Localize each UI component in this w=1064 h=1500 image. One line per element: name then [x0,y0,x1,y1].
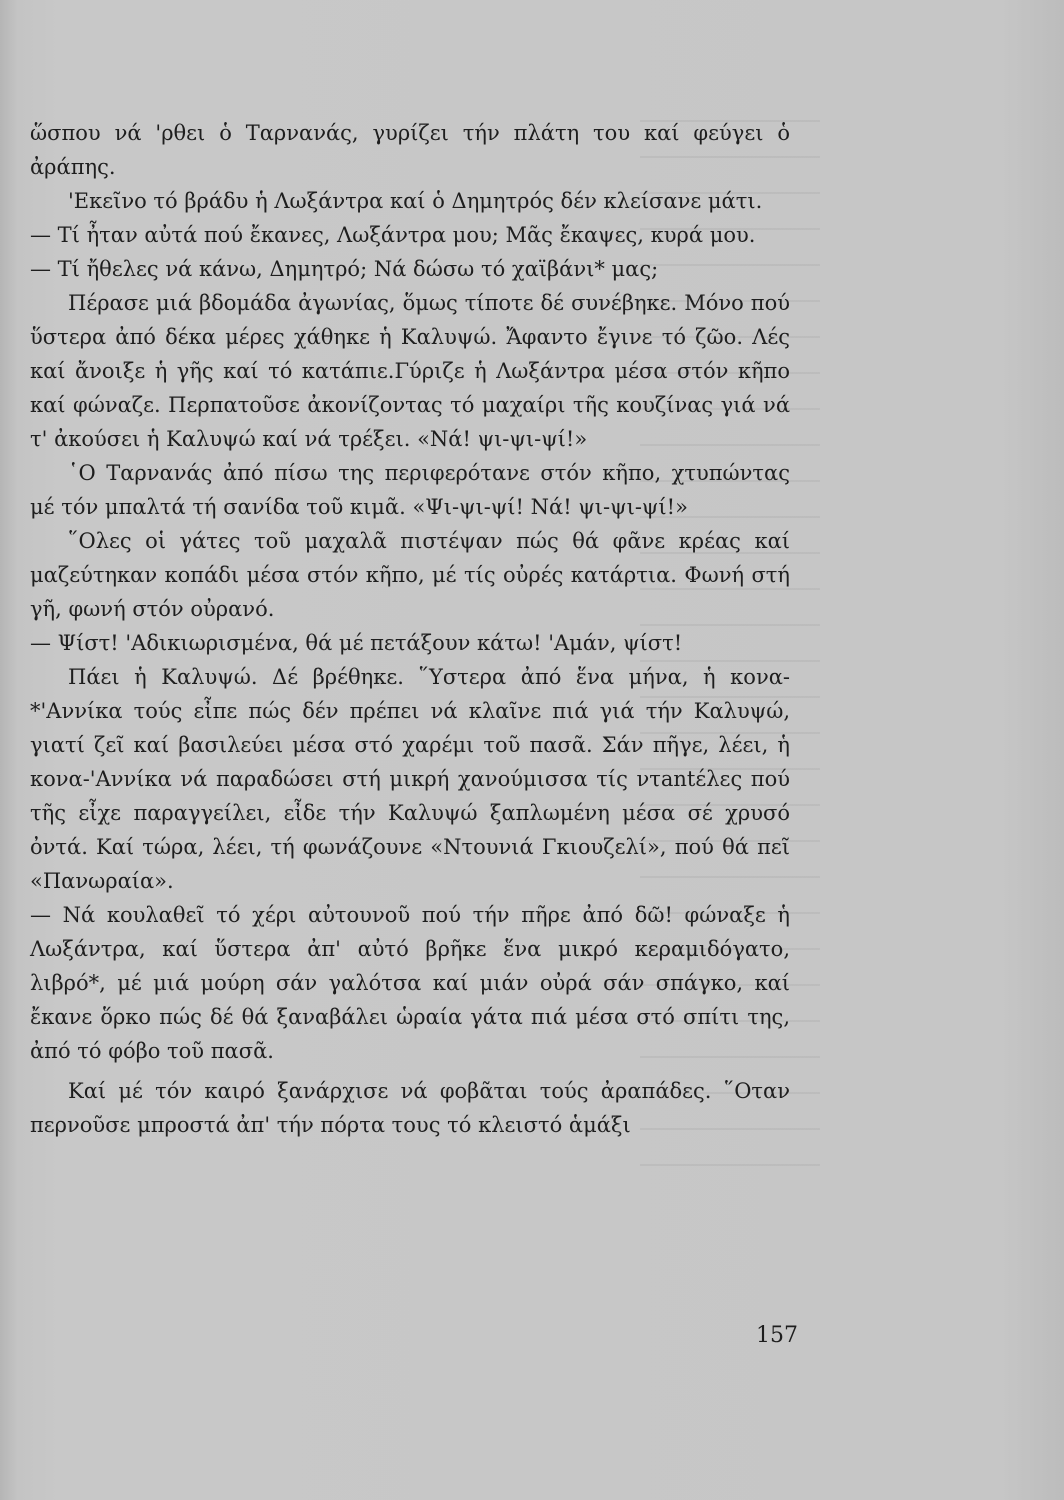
paragraph: Πάει ἡ Καλυψώ. Δέ βρέθηκε. ῞Υστερα ἀπό ἕνα μήνα, ἡ κονα-*'Αννίκα τούς εἶπε πώς δέν πρέπει νά κλαῖνε πιά γιά τήν Καλυψώ, γιατί ζεῖ καί βασιλεύει μέσα στό χαρέμι τοῦ πασᾶ. Σάν πῆγε, λέει, ἡ κονα-'Αννίκα νά παραδώσει στή μικρή χανούμισσα τίς ντantέλες πού τῆς εἶχε παραγγείλει, εἶδε τήν Καλυψώ ξαπλωμένη μέσα σέ χρυσό ὀντά. Καί τώρα, λέει, τή φωνάζουνε «Ντουνιά Γκιουζελί», πού θά πεῖ «Πανωραία». [30,665,790,893]
body-text [30,116,790,1142]
paragraph: — Ψίστ! 'Αδικιωρισμένα, θά μέ πετάξουν κάτω! 'Αμάν, ψίστ! [30,631,683,655]
paragraph: 'Εκεῖνο τό βράδυ ἡ Λωξάντρα καί ὁ Δημητρός δέν κλείσανε μάτι. [68,189,763,213]
paragraph: Καί μέ τόν καιρό ξανάρχισε νά φοβᾶται τούς ἀραπάδες. ῞Οταν περνοῦσε μπροστά ἀπ' τήν πόρτα τους τό κλειστό ἁμάξι [30,1079,790,1137]
paragraph: — Τί ἦταν αὐτά πού ἔκανες, Λωξάντρα μου; Μᾶς ἔκαψες, κυρά μου. [30,223,756,247]
page-number: 157 [756,1323,798,1348]
paragraph: Πέρασε μιά βδομάδα ἀγωνίας, ὅμως τίποτε δέ συνέβηκε. Μόνο πού ὕστερα ἀπό δέκα μέρες χάθηκε ἡ Καλυψώ. Ἄφαντο ἔγινε τό ζῶο. Λές καί ἄνοιξε ἡ γῆς καί τό κατάπιε.Γύριζε ἡ Λωξάντρα μέσα στόν κῆπο καί φώναζε. Περπατοῦσε ἀκονίζοντας τό μαχαίρι τῆς κουζίνας γιά νά τ' ἀκούσει ἡ Καλυψώ καί νά τρέξει. «Νά! ψι-ψι-ψί!» [30,291,790,451]
paragraph: — Νά κουλαθεῖ τό χέρι αὐτουνοῦ πού τήν πῆρε ἀπό δῶ! φώναξε ἡ Λωξάντρα, καί ὕστερα ἀπ' αὐτό βρῆκε ἕνα μικρό κεραμιδόγατο, λιβρό*, μέ μιά μούρη σάν γαλότσα καί μιάν οὐρά σάν σπάγκο, καί ἔκανε ὅρκο πώς δέ θά ξαναβάλει ὡραία γάτα πιά μέσα στό σπίτι της, ἀπό τό φόβο τοῦ πασᾶ. [30,903,790,1063]
paragraph: ὥσπου νά 'ρθει ὁ Ταρνανάς, γυρίζει τήν πλάτη του καί φεύγει ὁ ἀράπης. [30,121,790,179]
paragraph: ῞Ολες οἱ γάτες τοῦ μαχαλᾶ πιστέψαν πώς θά φᾶνε κρέας καί μαζεύτηκαν κοπάδι μέσα στόν κῆπο, μέ τίς οὐρές κατάρτια. Φωνή στή γῆ, φωνή στόν οὐρανό. [30,529,790,621]
paragraph: ῾Ο Ταρνανάς ἀπό πίσω της περιφερότανε στόν κῆπο, χτυπώντας μέ τόν μπαλτά τή σανίδα τοῦ κιμᾶ. «Ψι-ψι-ψί! Νά! ψι-ψι-ψί!» [30,461,790,519]
paragraph: — Τί ἤθελες νά κάνω, Δημητρό; Νά δώσω τό χαϊβάνι* μας; [30,257,659,281]
